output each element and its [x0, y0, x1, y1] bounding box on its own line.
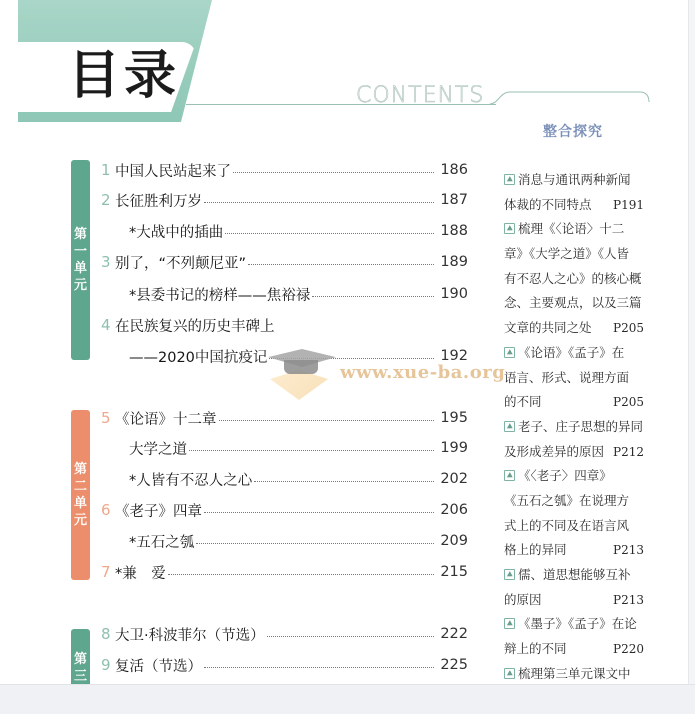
side-page: P213 [613, 592, 644, 607]
toc-entry[interactable] [101, 436, 468, 460]
task-arrow-icon [504, 223, 515, 234]
entry-page: 222 [440, 626, 468, 642]
side-line [504, 514, 644, 539]
entry-title: 长征胜利万岁 [115, 193, 202, 210]
entry-page: 190 [440, 286, 468, 302]
task-arrow-icon [504, 470, 515, 481]
side-line[interactable] [504, 612, 644, 637]
side-text: 《〈老子〉四章》 [518, 468, 612, 484]
side-line[interactable] [504, 464, 644, 489]
side-line[interactable] [504, 341, 644, 366]
entry-page: 189 [440, 254, 468, 270]
unit-label-char: 一 [73, 244, 87, 259]
entry-title: 大卫·科波菲尔（节选） [115, 627, 265, 644]
leader-dots [204, 512, 434, 513]
entry-page: 192 [440, 348, 468, 364]
toc-entry[interactable] [101, 622, 468, 646]
entry-number: 6 [101, 501, 111, 519]
entry-page: 206 [440, 502, 468, 518]
unit-2-bar [71, 410, 90, 580]
side-page: P212 [613, 444, 644, 459]
contents-label: CONTENTS [356, 83, 485, 108]
side-title: 整合探究 [543, 124, 603, 140]
leader-dots [219, 420, 435, 421]
header-curve [490, 90, 650, 110]
entry-page: 199 [440, 440, 468, 456]
side-page: P220 [613, 642, 644, 657]
side-line [504, 316, 644, 341]
side-line [504, 267, 644, 292]
side-text: 的不同 [504, 394, 542, 410]
side-text: 章》《大学之道》《人皆 [504, 246, 630, 262]
side-line [504, 637, 644, 662]
entry-title: 在民族复兴的历史丰碑上 [115, 318, 275, 335]
unit-label-char: 单 [73, 261, 87, 276]
leader-dots [204, 202, 434, 203]
side-text: 有不忍人之心》的核心概 [504, 270, 642, 286]
entry-title: ——2020中国抗疫记 [129, 349, 268, 366]
side-page: P191 [613, 197, 644, 212]
toc-entry[interactable] [101, 653, 468, 677]
entry-number: 5 [101, 409, 111, 427]
task-arrow-icon [504, 569, 515, 580]
side-page: P205 [613, 395, 644, 410]
side-line[interactable] [504, 563, 644, 588]
side-line [504, 242, 644, 267]
toc-entry[interactable] [101, 467, 468, 491]
leader-dots [168, 574, 434, 575]
leader-dots [248, 264, 434, 265]
unit-label-char: 元 [73, 278, 87, 293]
toc-entry[interactable] [101, 158, 468, 182]
toc-entry[interactable] [101, 313, 468, 337]
entry-title: *五石之瓠 [129, 534, 195, 551]
side-text: 格上的异同 [504, 542, 567, 558]
side-line[interactable] [504, 415, 644, 440]
entry-title: *人皆有不忍人之心 [129, 472, 253, 489]
side-line [504, 193, 644, 218]
task-arrow-icon [504, 668, 515, 679]
entry-page: 209 [440, 533, 468, 549]
side-text: 式上的不同及在语言风 [504, 517, 630, 533]
side-line[interactable] [504, 217, 644, 242]
unit-label-char: 第 [73, 652, 87, 667]
unit-1-bar [71, 160, 90, 360]
toc-entry[interactable] [101, 250, 468, 274]
watermark-book-icon [270, 370, 328, 400]
graduation-cap-base [284, 360, 318, 374]
unit-label-char: 第 [73, 462, 87, 477]
toc-entry[interactable] [101, 498, 468, 522]
side-line [504, 489, 644, 514]
entry-page: 202 [440, 471, 468, 487]
side-text: 语言、形式、说理方面 [504, 369, 630, 385]
side-line [504, 366, 644, 391]
task-arrow-icon [504, 618, 515, 629]
side-line [504, 440, 644, 465]
side-text: 及形成差异的原因 [504, 443, 605, 459]
side-text: 老子、庄子思想的异同 [518, 418, 644, 434]
side-text: 梳理第三单元课文中 [518, 665, 631, 681]
leader-dots [196, 543, 434, 544]
toc-entry[interactable] [101, 282, 468, 306]
integration-exploration-list [504, 168, 644, 684]
leader-dots [204, 667, 434, 668]
side-text: 辩上的不同 [504, 641, 567, 657]
entry-page: 186 [440, 162, 468, 178]
viewer-bottom-bar [0, 684, 695, 714]
entry-title: 别了，“不列颠尼亚” [115, 255, 247, 272]
entry-title: 大学之道 [129, 441, 187, 458]
entry-title: *兼 爱 [115, 565, 166, 582]
toc-entry[interactable] [101, 529, 468, 553]
side-text: 《论语》《孟子》在 [518, 344, 625, 360]
side-text: 的原因 [504, 591, 542, 607]
leader-dots [225, 233, 434, 234]
leader-dots [189, 450, 434, 451]
entry-page: 215 [440, 564, 468, 580]
unit-label-char: 二 [73, 479, 87, 494]
toc-entry[interactable] [101, 188, 468, 212]
entry-title: 复活（节选） [115, 658, 202, 675]
side-text: 体裁的不同特点 [504, 196, 592, 212]
entry-title: *县委书记的榜样——焦裕禄 [129, 287, 311, 304]
entry-title: 《老子》四章 [115, 503, 202, 520]
entry-title: *大战中的插曲 [129, 224, 224, 241]
entry-page: 188 [440, 223, 468, 239]
entry-number: 8 [101, 625, 111, 643]
watermark-text: www.xue-ba.org [340, 362, 506, 383]
side-line [504, 588, 644, 613]
leader-dots [267, 636, 434, 637]
toc-entry[interactable] [101, 406, 468, 430]
task-arrow-icon [504, 347, 515, 358]
page-edge [688, 0, 695, 684]
unit-label-char: 第 [73, 227, 87, 242]
side-text: 消息与通讯两种新闻 [518, 172, 631, 187]
task-arrow-icon [504, 421, 515, 432]
side-text: 念、主要观点，以及三篇 [504, 295, 642, 311]
side-text: 梳理《〈论语〉十二 [518, 221, 625, 237]
side-line [504, 291, 644, 316]
side-text: 文章的共同之处 [504, 320, 592, 336]
unit-label-char: 元 [73, 513, 87, 528]
unit-3-bar [71, 629, 90, 684]
page-title: 目录 [68, 46, 181, 106]
side-page: P205 [613, 321, 644, 336]
toc-entry[interactable] [101, 560, 468, 584]
toc-entry[interactable] [101, 219, 468, 243]
entry-number: 4 [101, 316, 111, 334]
task-arrow-icon [504, 174, 515, 185]
entry-page: 195 [440, 410, 468, 426]
entry-number: 1 [101, 161, 111, 179]
entry-title: 《论语》十二章 [115, 411, 217, 428]
unit-label-char: 三 [73, 669, 87, 684]
side-line [504, 538, 644, 563]
side-line [504, 390, 644, 415]
unit-label-char: 单 [73, 496, 87, 511]
side-line[interactable] [504, 168, 644, 193]
leader-dots [312, 296, 434, 297]
entry-page: 225 [440, 657, 468, 673]
entry-number: 2 [101, 191, 111, 209]
side-text: 儒、道思想能够互补 [518, 567, 631, 582]
leader-dots [233, 172, 434, 173]
entry-title: 中国人民站起来了 [115, 163, 231, 180]
side-line[interactable] [504, 662, 644, 684]
entry-page: 187 [440, 192, 468, 208]
side-text: 《墨子》《孟子》在论 [518, 616, 637, 632]
leader-dots [254, 481, 434, 482]
side-text: 《五石之瓠》在说理方 [504, 492, 630, 508]
entry-number: 9 [101, 656, 111, 674]
entry-number: 3 [101, 253, 111, 271]
entry-number: 7 [101, 563, 111, 581]
side-page: P213 [613, 543, 644, 558]
